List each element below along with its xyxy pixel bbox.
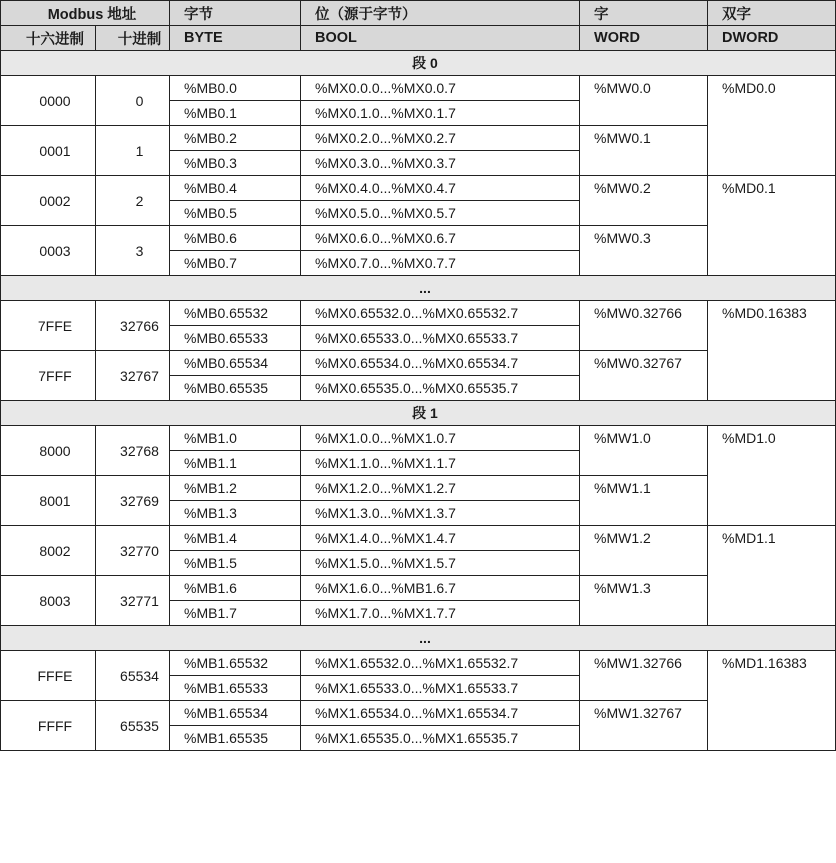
- ellipsis-row: [1, 276, 836, 301]
- hex-address-cell: FFFF: [1, 701, 96, 751]
- byte-cell: %MB1.65533: [170, 676, 301, 701]
- dword-header-cn: 双字: [708, 1, 836, 26]
- byte-cell: %MB0.65532: [170, 301, 301, 326]
- bool-header-en: BOOL: [301, 26, 580, 51]
- hex-address-cell: FFFE: [1, 651, 96, 701]
- dec-address-cell: 32769: [96, 476, 170, 526]
- byte-cell: %MB1.65535: [170, 726, 301, 751]
- hex-address-cell: 7FFF: [1, 351, 96, 401]
- bool-cell: %MX0.65535.0...%MX0.65535.7: [301, 376, 580, 401]
- bool-cell: %MX1.6.0...%MB1.6.7: [301, 576, 580, 601]
- bool-cell: %MX1.2.0...%MX1.2.7: [301, 476, 580, 501]
- byte-cell: %MB0.0: [170, 76, 301, 101]
- table-row: [1, 526, 836, 551]
- bool-cell: %MX1.1.0...%MX1.1.7: [301, 451, 580, 476]
- bool-cell: %MX0.65532.0...%MX0.65532.7: [301, 301, 580, 326]
- bool-cell: %MX1.65533.0...%MX1.65533.7: [301, 676, 580, 701]
- dec-address-cell: 1: [96, 126, 170, 176]
- byte-cell: %MB1.6: [170, 576, 301, 601]
- word-header-en: WORD: [580, 26, 708, 51]
- dword-cell: %MD1.0: [708, 426, 836, 526]
- ellipsis-row: [1, 626, 836, 651]
- dec-address-cell: 32768: [96, 426, 170, 476]
- dec-address-cell: 65534: [96, 651, 170, 701]
- hex-address-cell: 7FFE: [1, 301, 96, 351]
- byte-cell: %MB1.65532: [170, 651, 301, 676]
- dec-address-cell: 32770: [96, 526, 170, 576]
- word-cell: %MW1.2: [580, 526, 708, 576]
- hex-header: 十六进制: [1, 26, 96, 51]
- bool-cell: %MX1.7.0...%MX1.7.7: [301, 601, 580, 626]
- byte-cell: %MB1.65534: [170, 701, 301, 726]
- segment-title: 段 0: [1, 51, 836, 76]
- segment-title: 段 1: [1, 401, 836, 426]
- byte-cell: %MB1.4: [170, 526, 301, 551]
- byte-cell: %MB1.3: [170, 501, 301, 526]
- dec-address-cell: 2: [96, 176, 170, 226]
- dec-address-cell: 32771: [96, 576, 170, 626]
- word-cell: %MW1.1: [580, 476, 708, 526]
- segment-header-row: [1, 51, 836, 76]
- bool-cell: %MX0.0.0...%MX0.0.7: [301, 76, 580, 101]
- ellipsis-label: ...: [1, 626, 836, 651]
- header-row-2: [1, 26, 836, 51]
- dword-cell: %MD0.0: [708, 76, 836, 176]
- byte-cell: %MB0.1: [170, 101, 301, 126]
- dec-address-cell: 0: [96, 76, 170, 126]
- byte-cell: %MB0.5: [170, 201, 301, 226]
- word-cell: %MW1.32766: [580, 651, 708, 701]
- bool-cell: %MX1.0.0...%MX1.0.7: [301, 426, 580, 451]
- bool-cell: %MX1.5.0...%MX1.5.7: [301, 551, 580, 576]
- byte-cell: %MB0.7: [170, 251, 301, 276]
- dword-cell: %MD0.1: [708, 176, 836, 276]
- byte-header-en: BYTE: [170, 26, 301, 51]
- byte-cell: %MB1.2: [170, 476, 301, 501]
- bool-cell: %MX0.4.0...%MX0.4.7: [301, 176, 580, 201]
- byte-cell: %MB0.6: [170, 226, 301, 251]
- dec-address-cell: 3: [96, 226, 170, 276]
- word-cell: %MW0.32766: [580, 301, 708, 351]
- bool-cell: %MX0.3.0...%MX0.3.7: [301, 151, 580, 176]
- byte-cell: %MB0.65535: [170, 376, 301, 401]
- bool-cell: %MX0.6.0...%MX0.6.7: [301, 226, 580, 251]
- table-row: [1, 176, 836, 201]
- byte-cell: %MB0.4: [170, 176, 301, 201]
- modbus-address-header: Modbus 地址: [1, 1, 170, 26]
- segment-header-row: [1, 401, 836, 426]
- header-row-1: [1, 1, 836, 26]
- hex-address-cell: 8002: [1, 526, 96, 576]
- byte-header-cn: 字节: [170, 1, 301, 26]
- hex-address-cell: 0003: [1, 226, 96, 276]
- hex-address-cell: 0001: [1, 126, 96, 176]
- dword-header-en: DWORD: [708, 26, 836, 51]
- byte-cell: %MB0.2: [170, 126, 301, 151]
- word-cell: %MW0.2: [580, 176, 708, 226]
- dec-address-cell: 32766: [96, 301, 170, 351]
- dword-cell: %MD1.1: [708, 526, 836, 626]
- hex-address-cell: 8003: [1, 576, 96, 626]
- table-row: [1, 426, 836, 451]
- byte-cell: %MB1.1: [170, 451, 301, 476]
- dec-address-cell: 32767: [96, 351, 170, 401]
- hex-address-cell: 8001: [1, 476, 96, 526]
- hex-address-cell: 0000: [1, 76, 96, 126]
- ellipsis-label: ...: [1, 276, 836, 301]
- bool-cell: %MX0.65533.0...%MX0.65533.7: [301, 326, 580, 351]
- word-cell: %MW0.32767: [580, 351, 708, 401]
- bool-cell: %MX0.7.0...%MX0.7.7: [301, 251, 580, 276]
- bool-cell: %MX0.1.0...%MX0.1.7: [301, 101, 580, 126]
- byte-cell: %MB0.3: [170, 151, 301, 176]
- bool-cell: %MX1.65534.0...%MX1.65534.7: [301, 701, 580, 726]
- bool-header-cn: 位（源于字节）: [301, 1, 580, 26]
- dec-address-cell: 65535: [96, 701, 170, 751]
- byte-cell: %MB1.7: [170, 601, 301, 626]
- bool-cell: %MX0.5.0...%MX0.5.7: [301, 201, 580, 226]
- hex-address-cell: 0002: [1, 176, 96, 226]
- bool-cell: %MX0.65534.0...%MX0.65534.7: [301, 351, 580, 376]
- byte-cell: %MB0.65533: [170, 326, 301, 351]
- byte-cell: %MB0.65534: [170, 351, 301, 376]
- table-row: [1, 76, 836, 101]
- word-cell: %MW1.0: [580, 426, 708, 476]
- word-cell: %MW0.3: [580, 226, 708, 276]
- dword-cell: %MD0.16383: [708, 301, 836, 401]
- byte-cell: %MB1.5: [170, 551, 301, 576]
- bool-cell: %MX1.65535.0...%MX1.65535.7: [301, 726, 580, 751]
- dec-header: 十进制: [96, 26, 170, 51]
- word-cell: %MW1.3: [580, 576, 708, 626]
- bool-cell: %MX1.65532.0...%MX1.65532.7: [301, 651, 580, 676]
- bool-cell: %MX1.4.0...%MX1.4.7: [301, 526, 580, 551]
- word-cell: %MW0.1: [580, 126, 708, 176]
- table-body: [1, 51, 836, 751]
- bool-cell: %MX1.3.0...%MX1.3.7: [301, 501, 580, 526]
- word-header-cn: 字: [580, 1, 708, 26]
- hex-address-cell: 8000: [1, 426, 96, 476]
- table-row: [1, 651, 836, 676]
- dword-cell: %MD1.16383: [708, 651, 836, 751]
- table-row: [1, 301, 836, 326]
- word-cell: %MW0.0: [580, 76, 708, 126]
- byte-cell: %MB1.0: [170, 426, 301, 451]
- word-cell: %MW1.32767: [580, 701, 708, 751]
- bool-cell: %MX0.2.0...%MX0.2.7: [301, 126, 580, 151]
